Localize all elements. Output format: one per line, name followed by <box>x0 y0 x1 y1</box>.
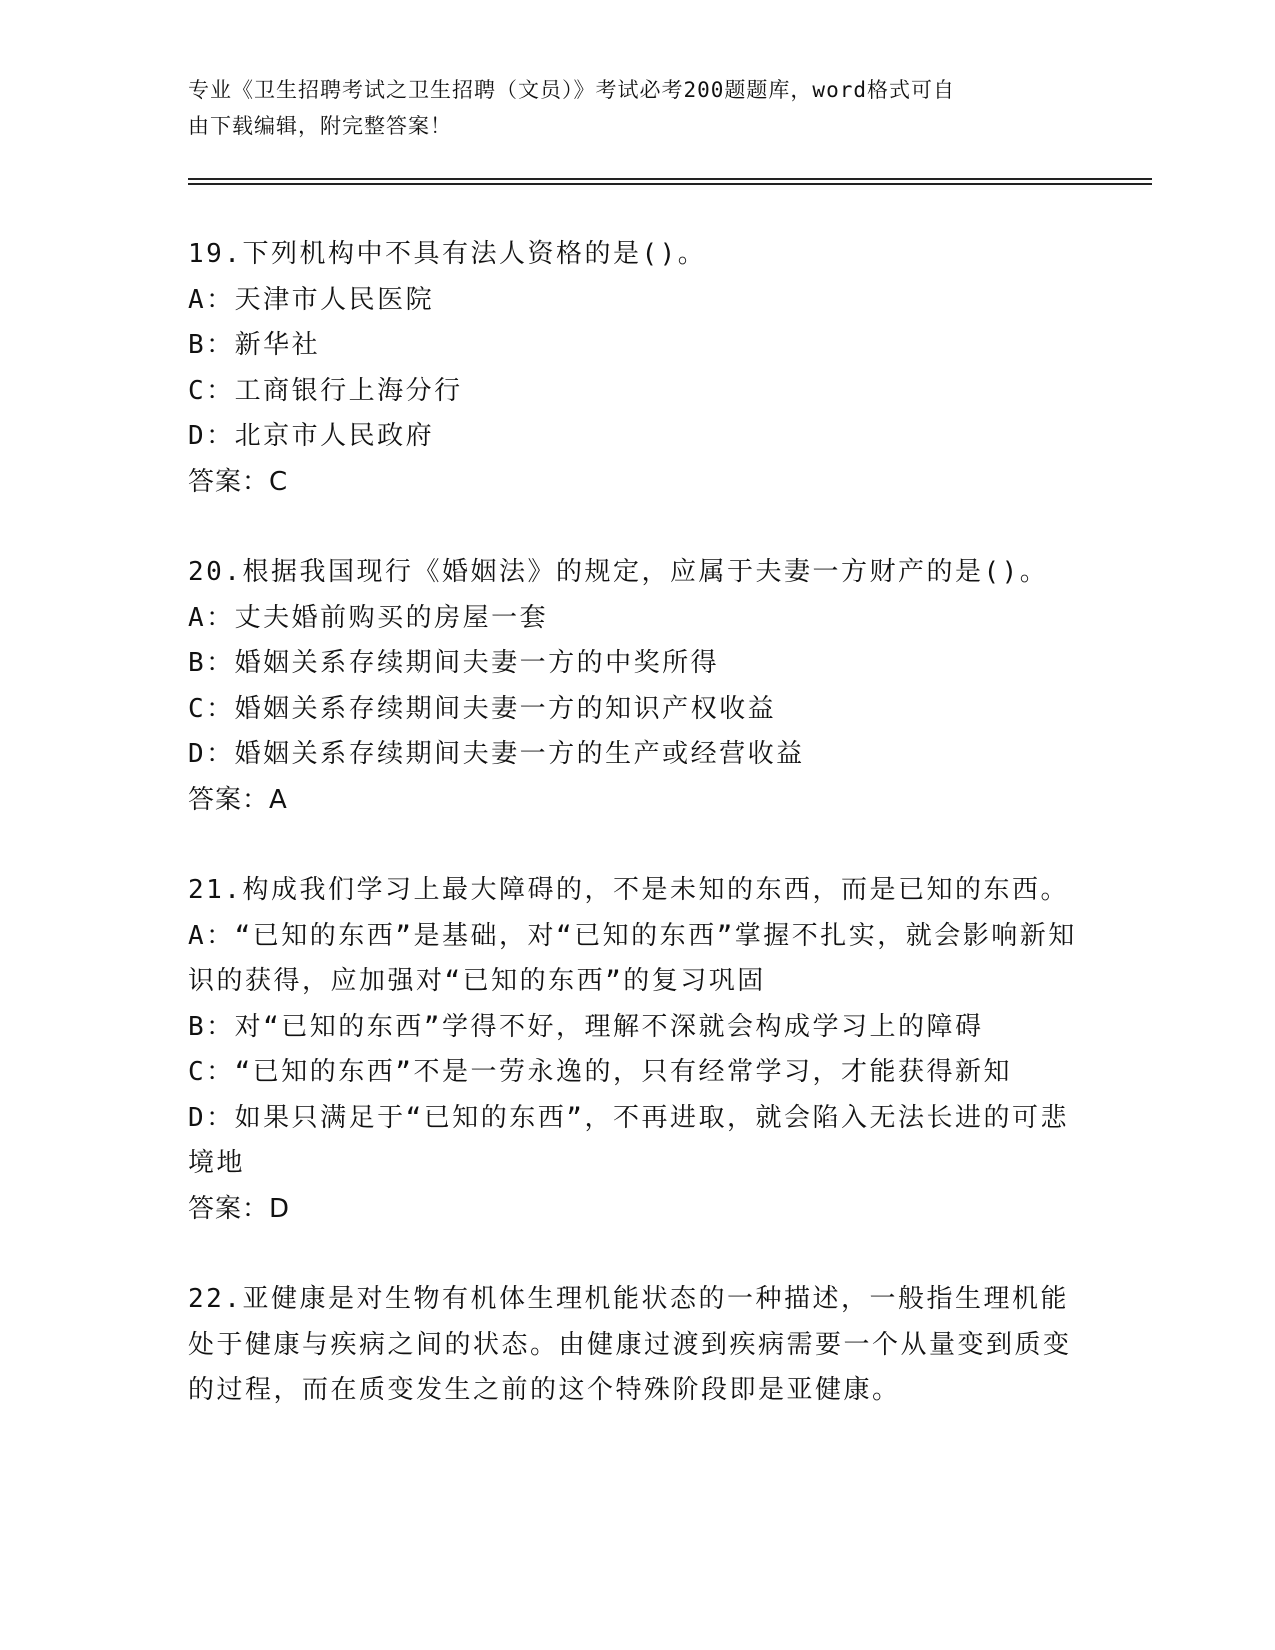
question-19 <box>188 232 1088 505</box>
header-divider-bottom <box>188 183 1152 185</box>
header-divider-top <box>188 178 1152 180</box>
question-list <box>188 232 1088 1459</box>
document-header <box>188 72 1068 144</box>
question-stem: 20.根据我国现行《婚姻法》的规定，应属于夫妻一方财产的是()。 <box>188 557 1049 587</box>
option-b: B：对“已知的东西”学得不好，理解不深就会构成学习上的障碍 <box>188 1011 984 1042</box>
option-a: A：“已知的东西”是基础，对“已知的东西”掌握不扎实，就会影响新知识的获得，应加强对“已知的东西”的复习巩固 <box>188 920 1077 996</box>
question-stem: 19.下列机构中不具有法人资格的是()。 <box>188 239 707 269</box>
question-stem: 22.亚健康是对生物有机体生理机能状态的一种描述，一般指生理机能处于健康与疾病之间的状态。由健康过渡到疾病需要一个从量变到质变的过程，而在质变发生之前的这个特殊阶段即是亚健康。 <box>188 1284 1072 1405</box>
header-line-2: 由下载编辑，附完整答案！ <box>188 114 452 138</box>
option-c: C：工商银行上海分行 <box>188 375 463 406</box>
answer-label: 答案：D <box>188 1193 291 1224</box>
option-d: D：婚姻关系存续期间夫妻一方的生产或经营收益 <box>188 739 805 769</box>
option-d: D：如果只满足于“已知的东西”，不再进取，就会陷入无法长进的可悲境地 <box>188 1102 1069 1178</box>
question-22 <box>188 1277 1088 1414</box>
question-20 <box>188 550 1088 823</box>
answer-label: 答案：A <box>188 784 288 815</box>
option-a: A：天津市人民医院 <box>188 284 435 315</box>
option-b: B：新华社 <box>188 330 321 360</box>
answer-label: 答案：C <box>188 466 289 497</box>
option-b: B：婚姻关系存续期间夫妻一方的中奖所得 <box>188 648 720 678</box>
header-line-1: 专业《卫生招聘考试之卫生招聘（文员）》考试必考200题题库，word格式可自 <box>188 78 955 102</box>
question-stem: 21.构成我们学习上最大障碍的，不是未知的东西，而是已知的东西。 <box>188 875 1069 905</box>
option-c: C：婚姻关系存续期间夫妻一方的知识产权收益 <box>188 693 777 724</box>
option-a: A：丈夫婚前购买的房屋一套 <box>188 602 549 633</box>
option-c: C：“已知的东西”不是一劳永逸的，只有经常学习，才能获得新知 <box>188 1057 1012 1087</box>
option-d: D：北京市人民政府 <box>188 421 435 451</box>
question-21 <box>188 868 1088 1232</box>
